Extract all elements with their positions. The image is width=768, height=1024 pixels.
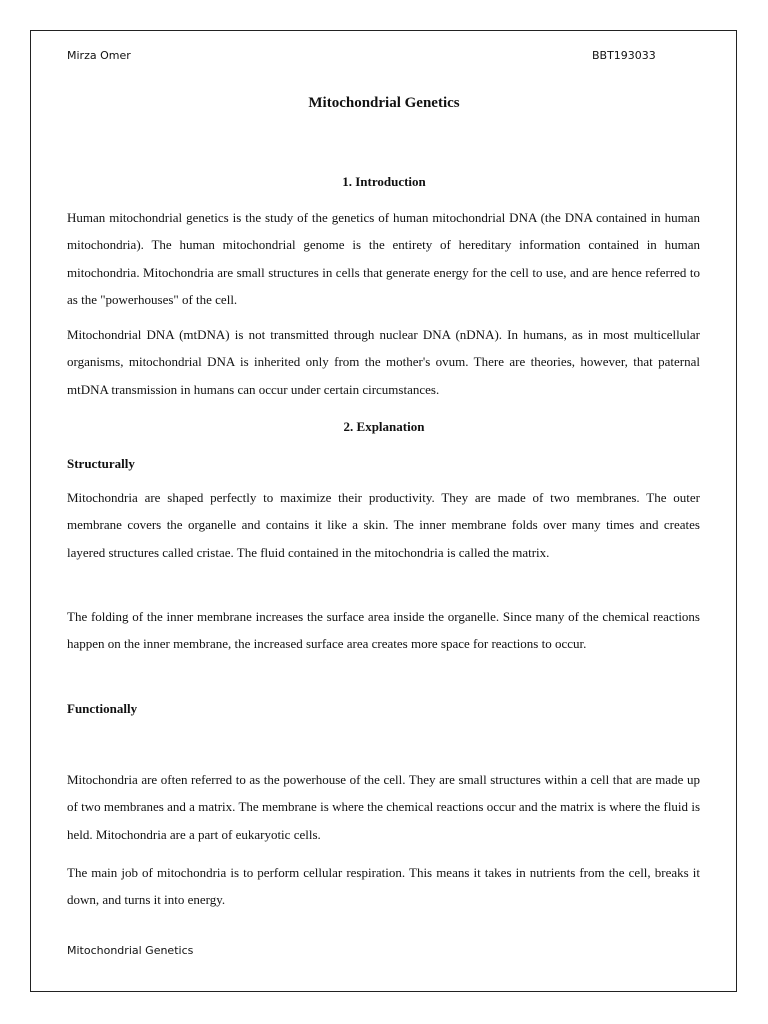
footer-title: Mitochondrial Genetics [67, 944, 194, 957]
subheading-functionally: Functionally [67, 701, 138, 716]
intro-paragraph-1: Human mitochondrial genetics is the study of the genetics of human mitochondrial DNA (the DNA contained in human mitochondria). The human mitochondrial genome is the entirety of hereditary information contained in human mitochondria. Mitochondria are small structures in cells that generate energy for the cell to use, and are hence referred to as the "powerhouses" of the cell. [67, 210, 700, 307]
structurally-paragraph-1: Mitochondria are shaped perfectly to maximize their productivity. They are made of two membranes. The outer membrane covers the organelle and contains it like a skin. The inner membrane folds over many times and creates layered structures called cristae. The fluid contained in the mitochondria is called the matrix. [67, 490, 700, 560]
header-id: BBT193033 [592, 49, 656, 62]
section-heading-introduction: 1. Introduction [342, 174, 426, 189]
functionally-paragraph-2: The main job of mitochondria is to perform cellular respiration. This means it takes in nutrients from the cell, breaks it down, and turns it into energy. [67, 865, 700, 908]
document-title: Mitochondrial Genetics [308, 95, 460, 111]
header-author: Mirza Omer [67, 49, 131, 62]
section-heading-explanation: 2. Explanation [343, 419, 425, 434]
functionally-paragraph-1: Mitochondria are often referred to as the powerhouse of the cell. They are small structures within a cell that are made up of two membranes and a matrix. The membrane is where the chemical reactions occur and the matrix is where the fluid is held. Mitochondria are a part of eukaryotic cells. [67, 772, 700, 842]
structurally-paragraph-2: The folding of the inner membrane increases the surface area inside the organelle. Since many of the chemical reactions happen on the inner membrane, the increased surface area creates more space for reactions to occur. [67, 609, 700, 652]
intro-paragraph-2: Mitochondrial DNA (mtDNA) is not transmitted through nuclear DNA (nDNA). In humans, as in most multicellular organisms, mitochondrial DNA is inherited only from the mother's ovum. There are theories, however, that paternal mtDNA transmission in humans can occur under certain circumstances. [67, 327, 700, 397]
subheading-structurally: Structurally [67, 456, 135, 471]
